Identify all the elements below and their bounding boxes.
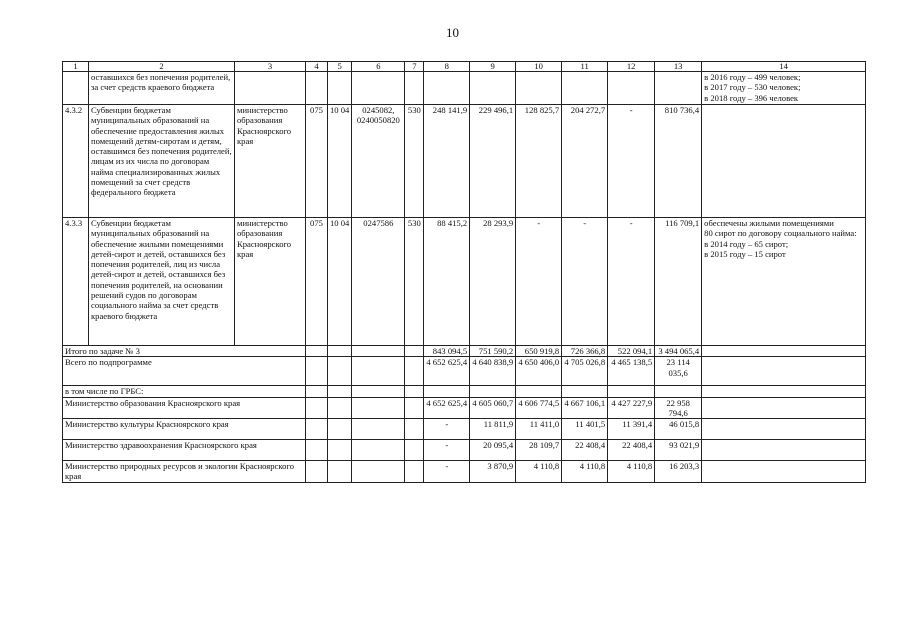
- row-value-2014: -: [424, 440, 470, 461]
- row-value-2017: 204 272,7: [562, 105, 608, 218]
- row-value-2015: 4 640 838,9: [470, 357, 516, 386]
- table-row-subprogram-total: [63, 357, 866, 386]
- program-table: [62, 61, 866, 483]
- row-value-2015: 4 605 060,7: [470, 397, 516, 419]
- row-value-2017: 726 366,8: [562, 346, 608, 357]
- row-grbs: министерство образования Красноярского края: [235, 218, 306, 346]
- row-value-2017: 4 705 026,8: [562, 357, 608, 386]
- column-number: 10: [516, 62, 562, 72]
- column-number: 14: [702, 62, 866, 72]
- row-value-2014: -: [424, 461, 470, 483]
- row-value-2014: 843 094,5: [424, 346, 470, 357]
- row-value-2018: 11 391,4: [608, 419, 655, 440]
- row-value-2016: 4 650 406,0: [516, 357, 562, 386]
- row-value-total: 22 958 794,6: [655, 397, 702, 419]
- row-code-grbs: 075: [306, 218, 328, 346]
- row-number: 4.3.2: [63, 105, 89, 218]
- table-row-grbs-header: [63, 386, 866, 397]
- row-value-total: 810 736,4: [655, 105, 702, 218]
- row-value-2015: 3 870,9: [470, 461, 516, 483]
- row-value-2014: 248 141,9: [424, 105, 470, 218]
- table-row-4-3-3: [63, 218, 866, 346]
- row-code-section: 10 04: [328, 218, 352, 346]
- row-value-2017: -: [562, 218, 608, 346]
- row-code-type: 530: [405, 105, 424, 218]
- row-code-type: 530: [405, 218, 424, 346]
- row-value-2015: 28 293,9: [470, 218, 516, 346]
- row-value-2015: 20 095,4: [470, 440, 516, 461]
- row-value-2018: 4 427 227,9: [608, 397, 655, 419]
- row-grbs: министерство образования Красноярского края: [235, 105, 306, 218]
- row-value-2018: 522 094,1: [608, 346, 655, 357]
- row-result-note: обеспечены жилыми помещениями 80 сирот по договору социального найма: в 2014 году – 65 сирот; в 2015 году – 15 сирот: [702, 218, 866, 346]
- row-value-2016: 28 109,7: [516, 440, 562, 461]
- row-value-2014: 4 652 625,4: [424, 357, 470, 386]
- row-value-2017: 11 401,5: [562, 419, 608, 440]
- row-value-total: 3 494 065,4: [655, 346, 702, 357]
- table-row-minzdrav: [63, 440, 866, 461]
- row-value-2018: -: [608, 105, 655, 218]
- row-code-grbs: 075: [306, 105, 328, 218]
- row-value-2014: 4 652 625,4: [424, 397, 470, 419]
- column-number: 13: [655, 62, 702, 72]
- table-row-minobr: [63, 397, 866, 419]
- row-code-target: 0247586: [352, 218, 405, 346]
- row-number: 4.3.3: [63, 218, 89, 346]
- column-number: 4: [306, 62, 328, 72]
- column-number: 12: [608, 62, 655, 72]
- table-row-continuation: [63, 72, 866, 105]
- column-number: 5: [328, 62, 352, 72]
- row-label: Министерство культуры Красноярского края: [63, 419, 306, 440]
- row-value-2017: 22 408,4: [562, 440, 608, 461]
- row-value-2014: 88 415,2: [424, 218, 470, 346]
- row-value-2018: -: [608, 218, 655, 346]
- row-value-2016: 650 919,8: [516, 346, 562, 357]
- row-label: в том числе по ГРБС:: [63, 386, 306, 397]
- row-value-total: 23 114 035,6: [655, 357, 702, 386]
- row-value-2016: 4 110,8: [516, 461, 562, 483]
- row-label: Министерство образования Красноярского края: [63, 397, 306, 419]
- column-numbers-row: [63, 62, 866, 72]
- row-result-note: [702, 105, 866, 218]
- row-value-2017: 4 667 106,1: [562, 397, 608, 419]
- row-value-2015: 11 811,9: [470, 419, 516, 440]
- row-value-2016: -: [516, 218, 562, 346]
- row-label: Всего по подпрограмме: [63, 357, 306, 386]
- row-value-2016: 11 411,0: [516, 419, 562, 440]
- row-code-section: 10 04: [328, 105, 352, 218]
- row-value-2015: 751 590,2: [470, 346, 516, 357]
- column-number: 6: [352, 62, 405, 72]
- row-description: Субвенции бюджетам муниципальных образований на обеспечение жилыми помещениями детей-сирот и детей, оставшихся без попечения родителей, лиц из числа детей-сирот и детей, оставшихся без попечения родителей, на основании решений судов по договорам социального найма за счет средств краевого бюджета: [89, 218, 235, 346]
- table-row-task3-total: [63, 346, 866, 357]
- table-row-minkult: [63, 419, 866, 440]
- row-value-total: 46 015,8: [655, 419, 702, 440]
- row-value-2016: 4 606 774,5: [516, 397, 562, 419]
- table-row-minprir: [63, 461, 866, 483]
- column-number: 2: [89, 62, 235, 72]
- row-label: Министерство природных ресурсов и экологии Красноярского края: [63, 461, 306, 483]
- row-value-2016: 128 825,7: [516, 105, 562, 218]
- table-row-4-3-2: [63, 105, 866, 218]
- row-code-target: 0245082, 0240050820: [352, 105, 405, 218]
- row-value-total: 16 203,3: [655, 461, 702, 483]
- row-value-2018: 4 465 138,5: [608, 357, 655, 386]
- row-value-2017: 4 110,8: [562, 461, 608, 483]
- column-number: 3: [235, 62, 306, 72]
- column-number: 7: [405, 62, 424, 72]
- column-number: 8: [424, 62, 470, 72]
- row-description: оставшихся без попечения родителей, за счет средств краевого бюджета: [89, 72, 235, 105]
- row-value-total: 116 709,1: [655, 218, 702, 346]
- row-label: Министерство здравоохранения Красноярского края: [63, 440, 306, 461]
- column-number: 1: [63, 62, 89, 72]
- row-value-2018: 22 408,4: [608, 440, 655, 461]
- row-label: Итого по задаче № 3: [63, 346, 306, 357]
- column-number: 9: [470, 62, 516, 72]
- row-value-total: 93 021,9: [655, 440, 702, 461]
- row-result-note: в 2016 году – 499 человек; в 2017 году – 530 человек; в 2018 году – 396 человек: [702, 72, 866, 105]
- row-value-2015: 229 496,1: [470, 105, 516, 218]
- page-number: 10: [446, 25, 459, 40]
- row-value-2014: -: [424, 419, 470, 440]
- row-value-2018: 4 110,8: [608, 461, 655, 483]
- column-number: 11: [562, 62, 608, 72]
- row-description: Субвенции бюджетам муниципальных образований на обеспечение предоставления жилых помещений детям-сиротам и детям, оставшимся без попечения родителей, лицам из их числа по договорам найма специализированных жилых помещений за счет средств федерального бюджета: [89, 105, 235, 218]
